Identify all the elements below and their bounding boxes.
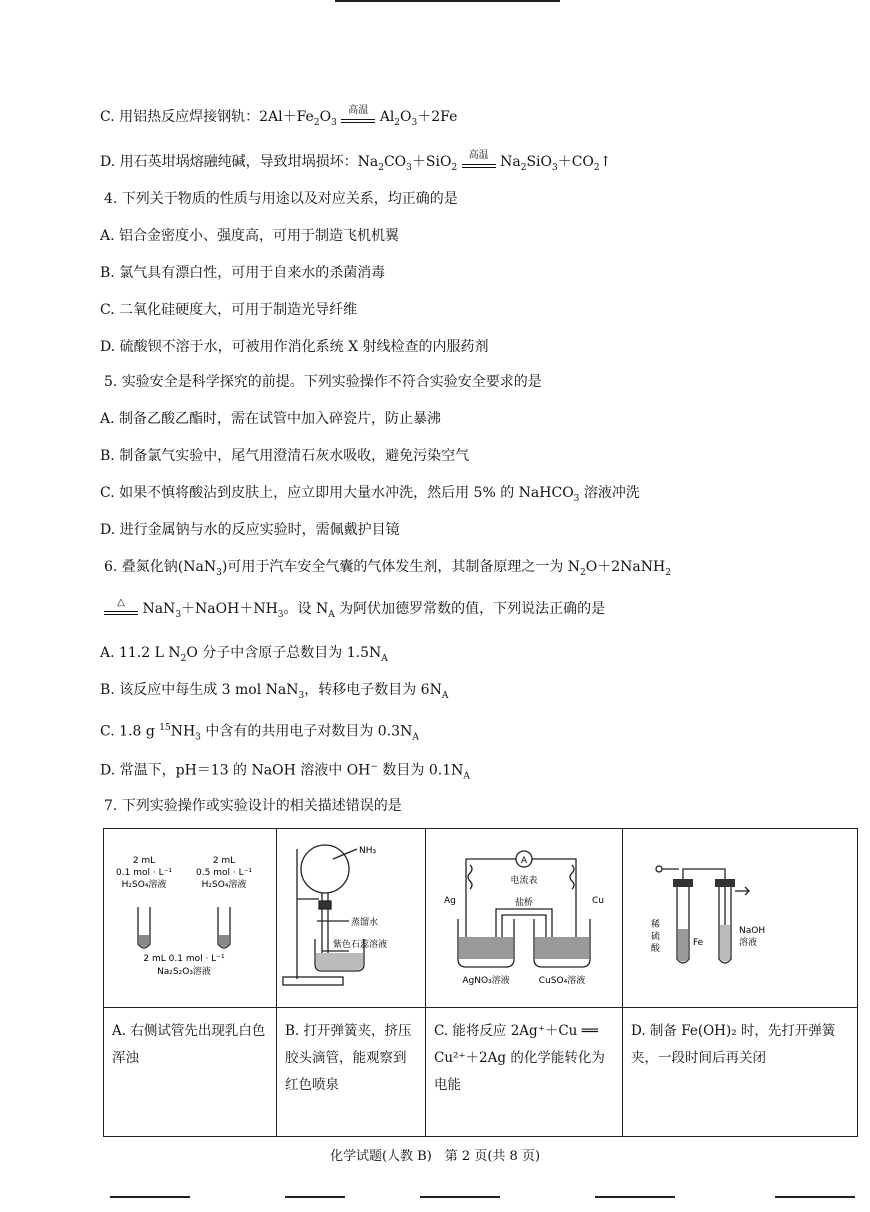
- litmus-solution: [316, 953, 363, 970]
- q7-stem: 7. 下列实验操作或实验设计的相关描述错误的是: [104, 798, 402, 814]
- fig-a-right-label-2: 0.5 mol · L⁻¹: [196, 868, 252, 878]
- q4-option-b: B. 氯气具有漂白性，可用于自来水的杀菌消毒: [100, 265, 386, 281]
- acid-liquid: [678, 929, 688, 962]
- figure-c-cell: [426, 829, 623, 1008]
- fig-a-left-label-2: 0.1 mol · L⁻¹: [116, 868, 172, 878]
- fig-d-naoh-label-1: NaOH: [739, 926, 766, 936]
- bottom-scan-mark-5: [775, 1196, 855, 1198]
- option-a-description: A. 右侧试管先出现乳白色浑浊: [104, 1008, 277, 1137]
- option-d-description: D. 制备 Fe(OH)₂ 时，先打开弹簧夹，一段时间后再关闭: [623, 1008, 858, 1137]
- right-solution: [535, 937, 589, 959]
- page-footer: 化学试题(人教 B) 第 2 页(共 8 页): [329, 1149, 541, 1164]
- fig-c-ammeter-label: A: [520, 856, 528, 866]
- fig-a-bottom-label-2: Na₂S₂O₃溶液: [157, 967, 211, 977]
- bottom-scan-mark-2: [285, 1196, 345, 1198]
- figure-a-test-tubes: [104, 829, 276, 1007]
- q3-option-d: D. 用石英坩埚熔融纯碱，导致坩埚损坏：$Na_2CO_3+SiO_2$ 高温 $Na_2SiO_3+CO_2↑$: [100, 150, 612, 173]
- fig-a-left-label-1: 2 mL: [132, 856, 156, 866]
- bottom-scan-mark-3: [420, 1196, 500, 1198]
- top-scan-mark: [335, 0, 560, 2]
- fig-d-acid-label-1: 稀: [651, 920, 661, 930]
- description-row: [104, 1008, 858, 1137]
- naoh-liquid: [720, 925, 730, 962]
- rubber-stopper: [319, 901, 331, 909]
- q6-option-c: C. 1.8 g $^{15}NH_3$ 中含有的共用电子对数目为 $0.3N_A$: [100, 723, 419, 743]
- left-solution: [459, 937, 513, 959]
- q6-option-b: B. 该反应中每生成 3 mol NaN$_3$，转移电子数目为 $6N_A$: [100, 682, 449, 701]
- reaction-condition: 高温: [462, 153, 496, 171]
- figure-d-fe-oh2: [623, 829, 857, 1007]
- left-stopper: [673, 879, 693, 887]
- fig-d-naoh-label-2: 溶液: [739, 938, 758, 948]
- fig-a-right-label-1: 2 mL: [212, 856, 236, 866]
- figure-row: [104, 829, 858, 1008]
- left-wire: [466, 859, 516, 899]
- figure-c-galvanic-cell: [426, 829, 622, 1007]
- nh3-pointer: [333, 849, 357, 859]
- q6-stem: 6. 叠氮化钠(NaN$_3$)可用于汽车安全气囊的气体发生剂，其制备原理之一为 $N_2O+2NaNH_2$: [104, 559, 671, 578]
- fig-c-meter-label: 电流表: [510, 876, 538, 886]
- q4-option-c: C. 二氧化硅硬度大，可用于制造光导纤维: [100, 302, 358, 318]
- bottom-scan-mark-4: [595, 1196, 675, 1198]
- right-tube-liquid: [219, 935, 229, 947]
- fig-c-right-solution-label: CuSO₄溶液: [538, 976, 586, 986]
- left-tube-liquid: [139, 935, 149, 947]
- q3-option-c: C. 用铝热反应焊接钢轨：$2Al+Fe_2O_3$ 高温 $Al_2O_3+2Fe$: [100, 105, 458, 128]
- right-coil: [570, 865, 574, 889]
- q6-equation-line: △ $NaN_3+NaOH+NH_3$。设 $N_A$ 为阿伏加德罗常数的值，下列说法正确的是: [104, 598, 605, 626]
- fig-c-cu-label: Cu: [592, 896, 604, 906]
- fig-c-left-solution-label: AgNO₃溶液: [462, 976, 510, 986]
- reaction-condition: 高温: [341, 108, 375, 126]
- fig-b-water-label: 蒸馏水: [351, 918, 379, 928]
- figure-a-cell: [104, 829, 277, 1008]
- bottom-scan-mark-1: [110, 1196, 190, 1198]
- fig-d-acid-label-3: 酸: [651, 944, 661, 954]
- q4-option-d: D. 硫酸钡不溶于水，可被用作消化系统 X 射线检查的内服药剂: [100, 339, 489, 355]
- figure-d-cell: [623, 829, 858, 1008]
- spring-clamp: [656, 866, 662, 872]
- fig-a-bottom-label-1: 2 mL 0.1 mol · L⁻¹: [143, 954, 225, 964]
- option-b-description: B. 打开弹簧夹，挤压胶头滴管，能观察到红色喷泉: [277, 1008, 426, 1137]
- q5-option-b: B. 制备氯气实验中，尾气用澄清石灰水吸收，避免污染空气: [100, 448, 470, 464]
- q4-option-a: A. 铝合金密度小、强度高，可用于制造飞机机翼: [100, 228, 400, 244]
- fig-c-ag-label: Ag: [444, 896, 456, 906]
- fig-d-acid-label-2: 硫: [651, 932, 661, 942]
- q5-option-c: C. 如果不慎将酸沾到皮肤上，应立即用大量水冲洗，然后用 5% 的 NaHCO$_3$ 溶液冲洗: [100, 485, 640, 504]
- left-coil: [468, 865, 472, 889]
- fig-c-bridge-label: 盐桥: [514, 898, 534, 908]
- q5-option-a: A. 制备乙酸乙酯时，需在试管中加入碎瓷片，防止暴沸: [100, 411, 442, 427]
- iron-stand-base: [283, 977, 343, 985]
- round-flask: [301, 845, 349, 893]
- reaction-condition: △: [104, 600, 138, 618]
- fig-a-left-label-3: H₂SO₄溶液: [121, 880, 167, 890]
- q7-experiment-table: [103, 828, 858, 1137]
- fig-b-nh3-label: NH₃: [359, 846, 377, 856]
- fig-b-litmus-label: 紫色石蕊溶液: [333, 940, 388, 950]
- right-wire: [532, 859, 576, 899]
- figure-b-cell: [277, 829, 426, 1008]
- q4-stem: 4. 下列关于物质的性质与用途以及对应关系，均正确的是: [104, 191, 458, 207]
- fig-a-right-label-3: H₂SO₄溶液: [201, 880, 247, 890]
- fig-d-fe-label: Fe: [693, 938, 704, 948]
- option-c-description: C. 能将反应 2Ag⁺＋Cu ══ Cu²⁺＋2Ag 的化学能转化为电能: [426, 1008, 623, 1137]
- right-stopper: [715, 879, 735, 887]
- q5-stem: 5. 实验安全是科学探究的前提。下列实验操作不符合实验安全要求的是: [104, 374, 542, 390]
- figure-b-fountain: [277, 829, 425, 1007]
- q5-option-d: D. 进行金属钠与水的反应实验时，需佩戴护目镜: [100, 522, 400, 538]
- q6-option-d: D. 常温下，pH＝13 的 NaOH 溶液中 OH− 数目为 $0.1N_A$: [100, 762, 470, 782]
- q6-option-a: A. 11.2 L $N_2O$ 分子中含原子总数目为 $1.5N_A$: [100, 645, 388, 664]
